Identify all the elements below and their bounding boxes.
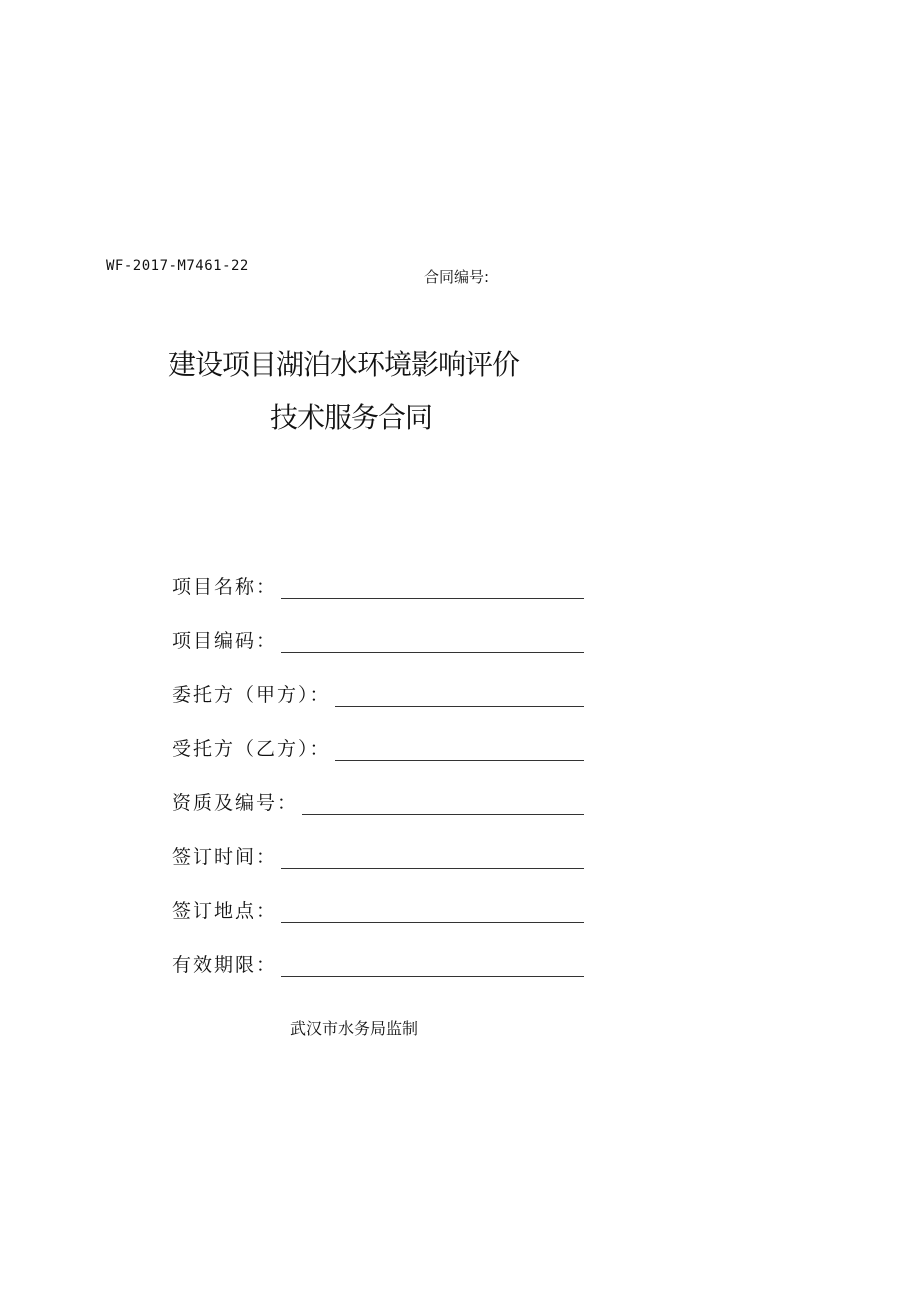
field-project-code xyxy=(172,600,584,654)
contract-number-label: 合同编号: xyxy=(424,268,490,286)
field-label: 项目名称： xyxy=(172,576,278,598)
field-label: 项目编码： xyxy=(172,630,278,652)
blank-line xyxy=(281,976,584,977)
field-label: 委托方（甲方）： xyxy=(172,684,331,706)
field-qualification-number xyxy=(172,762,584,816)
field-label: 有效期限： xyxy=(172,954,278,976)
field-signing-place xyxy=(172,870,584,924)
blank-line xyxy=(335,706,584,707)
blank-line xyxy=(335,760,584,761)
blank-line xyxy=(281,868,584,869)
field-client-party-a xyxy=(172,654,584,708)
contract-info-fields xyxy=(172,546,584,978)
field-validity-period xyxy=(172,924,584,978)
field-signing-date xyxy=(172,816,584,870)
field-contractor-party-b xyxy=(172,708,584,762)
field-project-name xyxy=(172,546,584,600)
document-code: WF-2017-M7461-22 xyxy=(106,258,249,274)
field-label: 签订地点： xyxy=(172,900,278,922)
field-label: 资质及编号： xyxy=(172,792,299,814)
blank-line xyxy=(281,922,584,923)
title-line-2: 技术服务合同 xyxy=(270,401,433,434)
title-line-1: 建设项目湖泊水环境影响评价 xyxy=(168,348,520,381)
blank-line xyxy=(281,652,584,653)
field-label: 签订时间： xyxy=(172,846,278,868)
issuing-authority: 武汉市水务局监制 xyxy=(290,1019,419,1038)
field-label: 受托方（乙方）： xyxy=(172,738,331,760)
blank-line xyxy=(281,598,584,599)
blank-line xyxy=(302,814,584,815)
